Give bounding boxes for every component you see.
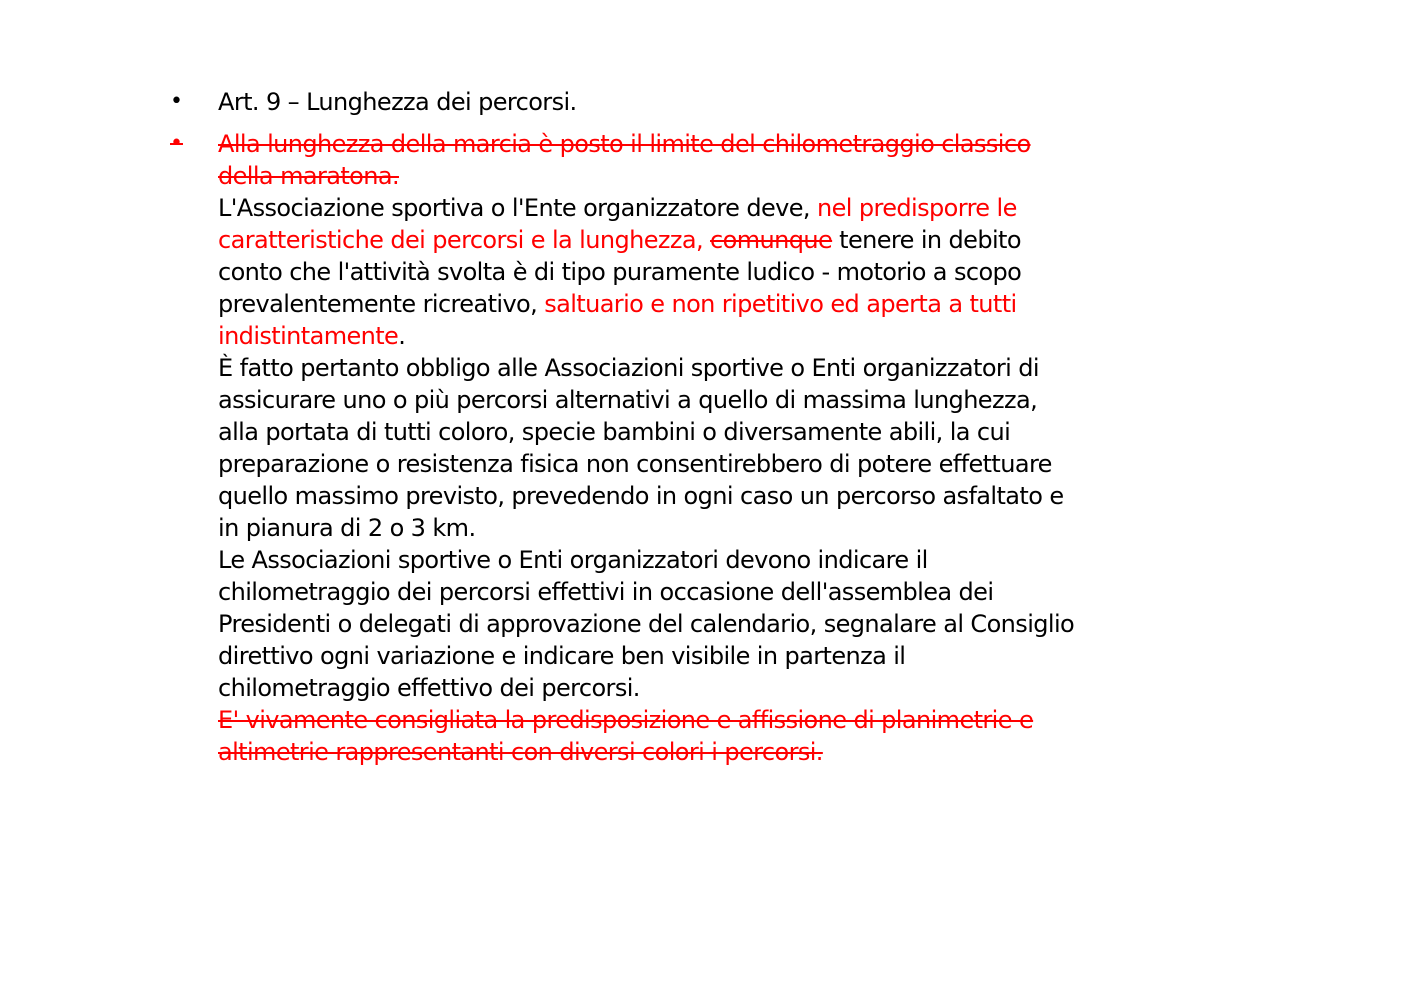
para2-line-3: alla portata di tutti coloro, specie bambini o diversamente abili, la cui xyxy=(218,418,1011,446)
para1-text: prevalentemente ricreativo, xyxy=(218,290,545,318)
article-title: Art. 9 – Lunghezza dei percorsi. xyxy=(218,88,577,116)
para2-line-1: È fatto pertanto obbligo alle Associazioni sportive o Enti organizzatori di xyxy=(218,354,1039,382)
inserted-text: caratteristiche dei percorsi e la lunghezza, xyxy=(218,226,711,254)
para1-line-2 xyxy=(218,224,1074,256)
para3-line-3: Presidenti o delegati di approvazione del calendario, segnalare al Consiglio xyxy=(218,610,1075,638)
para1-line-4 xyxy=(218,288,1074,320)
para3-line-1: Le Associazioni sportive o Enti organizzatori devono indicare il xyxy=(218,546,928,574)
para1-text: L'Associazione sportiva o l'Ente organizzatore deve, xyxy=(218,194,817,222)
para3-line-2: chilometraggio dei percorsi effettivi in occasione dell'assemblea dei xyxy=(218,578,994,606)
para2-line-4: preparazione o resistenza fisica non consentirebbero di potere effettuare xyxy=(218,450,1052,478)
para1-line-5 xyxy=(218,320,1074,352)
para3-line-5: chilometraggio effettivo dei percorsi. xyxy=(218,674,640,702)
para1-text: tenere in debito xyxy=(832,226,1021,254)
deleted-intro-line-2: della maratona. xyxy=(218,162,399,190)
deleted-outro-line-2: altimetrie rappresentanti con diversi colori i percorsi. xyxy=(218,738,823,766)
para1-text: . xyxy=(398,322,406,350)
para3-line-4: direttivo ogni variazione e indicare ben visibile in partenza il xyxy=(218,642,906,670)
article-body xyxy=(218,128,1074,768)
para1-line-3: conto che l'attività svolta è di tipo puramente ludico - motorio a scopo xyxy=(218,258,1022,286)
para2-line-2: assicurare uno o più percorsi alternativi a quello di massima lunghezza, xyxy=(218,386,1038,414)
bullet-icon: • xyxy=(170,89,183,114)
inserted-text: saltuario e non ripetitivo ed aperta a tutti xyxy=(544,290,1017,318)
struck-bullet-icon: • xyxy=(170,131,183,156)
inserted-text: nel predisporre le xyxy=(816,194,1017,222)
para2-line-5: quello massimo previsto, prevedendo in ogni caso un percorso asfaltato e xyxy=(218,482,1064,510)
inserted-text: indistintamente xyxy=(218,322,399,350)
body-bullet-item xyxy=(170,128,1074,768)
deleted-outro-line-1: E' vivamente consigliata la predisposizione e affissione di planimetrie e xyxy=(218,706,1034,734)
para1-line-1 xyxy=(218,192,1074,224)
para2-line-6: in pianura di 2 o 3 km. xyxy=(218,514,476,542)
title-bullet-item xyxy=(170,86,577,118)
deleted-word: comunque xyxy=(710,226,833,254)
deleted-intro-line-1: Alla lunghezza della marcia è posto il limite del chilometraggio classico xyxy=(218,130,1031,158)
